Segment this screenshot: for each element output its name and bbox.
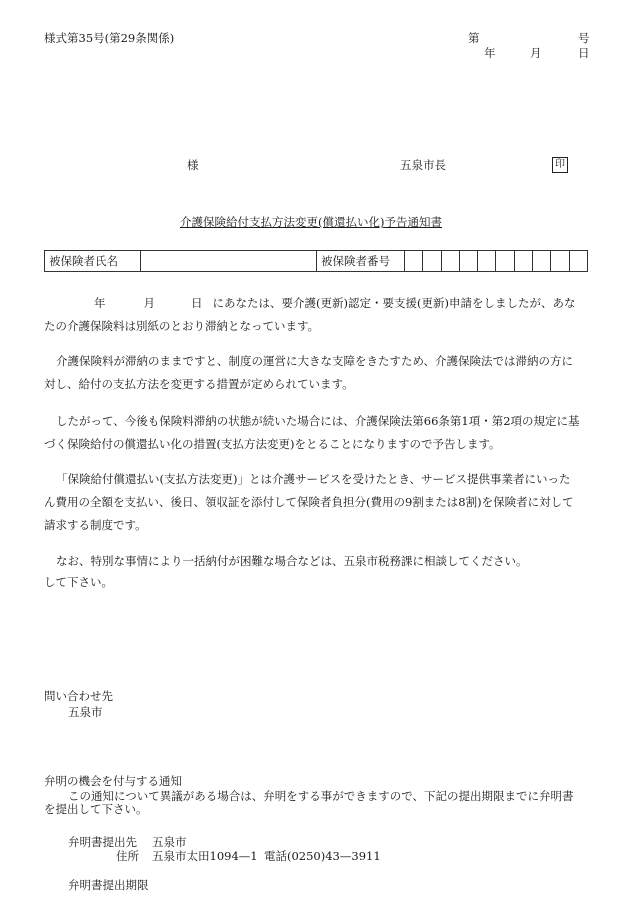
contact-label: 問い合わせ先 bbox=[44, 689, 113, 703]
paragraph-advance-notice bbox=[44, 410, 590, 456]
paragraph-reimbursement-definition bbox=[44, 468, 590, 537]
paragraph-line: ん費用の全額を支払い、後日、領収証を添付して保険者負担分(費用の9割または8割)を保険者に対して bbox=[44, 495, 574, 509]
document-title: 介護保険給付支払方法変更(償還払い化)予告通知書 bbox=[180, 215, 442, 229]
insured-identity-table bbox=[44, 250, 588, 272]
notice-line: この通知について異議がある場合は、弁明をする事ができますので、下記の提出期限までに弁明書 bbox=[68, 789, 574, 803]
paragraph-line: たの介護保険料は別紙のとおり滞納となっています。 bbox=[44, 319, 320, 333]
insured-number-digit[interactable] bbox=[405, 251, 423, 272]
insured-number-digit[interactable] bbox=[478, 251, 496, 272]
insured-number-digit[interactable] bbox=[423, 251, 441, 272]
paragraph-line: 介護保険料が滞納のままですと、制度の運営に大きな支障をきたすため、介護保険法では滞納の方に bbox=[56, 354, 574, 368]
paragraph-line: 「保険給付償還払い(支払方法変更)」とは介護サービスを受けたとき、サービス提供事業者にいった bbox=[56, 472, 571, 486]
deadline-label: 弁明書提出期限 bbox=[68, 878, 149, 892]
notice-heading: 弁明の機会を付与する通知 bbox=[44, 774, 182, 788]
insured-number-digit[interactable] bbox=[551, 251, 569, 272]
paragraph-line: 請求する制度です。 bbox=[44, 518, 147, 532]
issuer-name: 五泉市長 bbox=[400, 158, 446, 172]
insured-number-label: 被保険者番号 bbox=[317, 251, 405, 272]
insured-number-digit[interactable] bbox=[514, 251, 532, 272]
paragraph-line: 対し、給付の支払方法を変更する措置が定められています。 bbox=[44, 377, 354, 391]
p1-text: にあなたは、要介護(更新)認定・要支援(更新)申請をしましたが、あな bbox=[212, 296, 576, 310]
paragraph-arrears-impact bbox=[44, 350, 590, 396]
address-label: 住所 bbox=[116, 849, 139, 863]
paragraph-consultation bbox=[44, 551, 590, 593]
paragraph-line bbox=[44, 292, 590, 315]
insured-name-label: 被保険者氏名 bbox=[45, 251, 141, 272]
form-number: 様式第35号(第29条関係) bbox=[44, 31, 175, 45]
date-month-label: 月 bbox=[530, 46, 542, 60]
insured-number-digit[interactable] bbox=[533, 251, 551, 272]
p1-month-label: 月 bbox=[143, 296, 155, 310]
paragraph-line: したがって、今後も保険料滞納の状態が続いた場合には、介護保険法第66条第1項・第2項の規定に基 bbox=[56, 414, 580, 428]
document-number-suffix: 号 bbox=[578, 31, 590, 45]
date-day-label: 日 bbox=[578, 46, 590, 60]
identity-row bbox=[45, 251, 588, 272]
paragraph-application bbox=[44, 292, 590, 338]
addressee-honorific: 様 bbox=[187, 158, 199, 172]
paragraph-line: なお、特別な事情により一括納付が困難な場合などは、五泉市税務課に相談してください。 bbox=[56, 554, 528, 568]
submit-to-value: 五泉市 bbox=[152, 835, 187, 849]
address-value: 五泉市太田1094—1 bbox=[152, 849, 258, 863]
seal-mark bbox=[552, 156, 568, 173]
insured-number-digit[interactable] bbox=[459, 251, 477, 272]
p1-year-label: 年 bbox=[94, 296, 106, 310]
insured-number-digit[interactable] bbox=[496, 251, 514, 272]
seal-icon: 印 bbox=[552, 157, 568, 173]
paragraph-line: づく保険給付の償還払い化の措置(支払方法変更)をとることになりますので予告します。 bbox=[44, 437, 501, 451]
paragraph-line: して下さい。 bbox=[44, 575, 113, 589]
contact-value: 五泉市 bbox=[68, 705, 103, 719]
submit-to-label: 弁明書提出先 bbox=[68, 835, 137, 849]
document-number-prefix: 第 bbox=[468, 31, 480, 45]
insured-number-digit[interactable] bbox=[569, 251, 587, 272]
notice-line: を提出して下さい。 bbox=[44, 802, 148, 816]
date-year-label: 年 bbox=[484, 46, 496, 60]
insured-name-field[interactable] bbox=[141, 251, 317, 272]
p1-day-label: 日 bbox=[191, 296, 203, 310]
insured-number-digit[interactable] bbox=[441, 251, 459, 272]
phone-number: 電話(0250)43—3911 bbox=[264, 849, 381, 863]
